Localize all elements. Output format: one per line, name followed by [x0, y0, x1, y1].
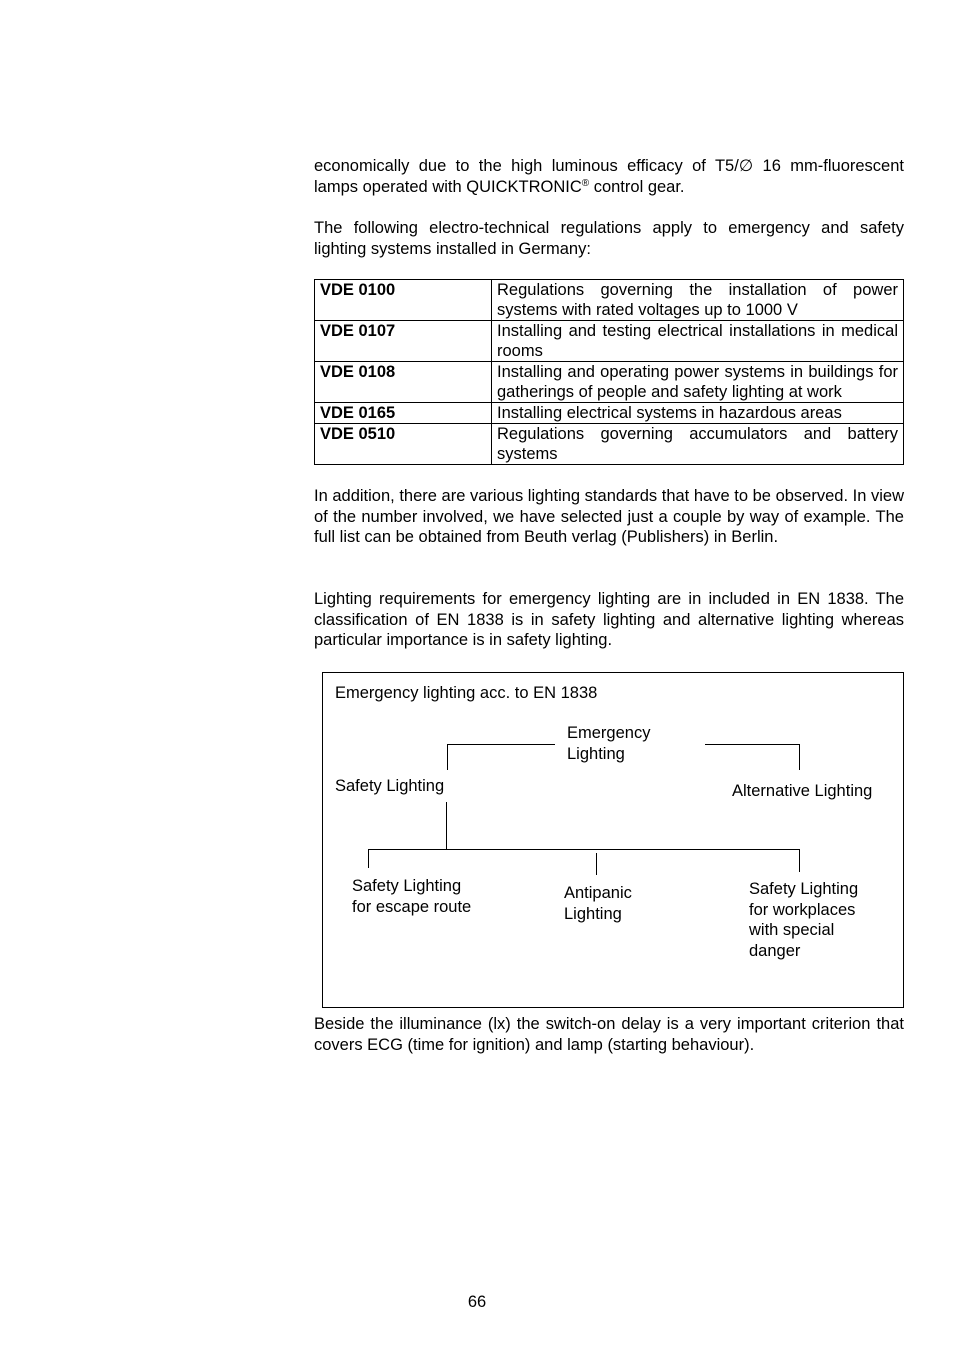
connector-safety-down: [446, 802, 447, 850]
node-antipanic: [564, 883, 632, 924]
regulation-description: Installing and operating power systems in buildings for gatherings of people and safety lighting at work: [492, 362, 904, 403]
paragraph-intro: [314, 156, 904, 197]
regulation-description: Installing electrical systems in hazardous areas: [492, 403, 904, 424]
regulation-code: VDE 0510: [315, 424, 492, 465]
table-row: [315, 362, 904, 403]
node-workplaces-line2: for workplaces: [749, 900, 856, 919]
paragraph-switch-on-delay: Beside the illuminance (lx) the switch-on delay is a very important criterion that covers ECG (time for ignition) and lamp (starting behaviour).: [314, 1015, 904, 1054]
connector-workplace-drop: [799, 849, 800, 872]
diagram-title: Emergency lighting acc. to EN 1838: [335, 684, 598, 702]
connector-children-bar: [368, 849, 800, 850]
regulation-code: VDE 0107: [315, 321, 492, 362]
node-antipanic-line1: Antipanic: [564, 884, 632, 902]
table-row: [315, 403, 904, 424]
node-escape-route-line1: Safety Lighting: [352, 877, 462, 895]
connector-escape-drop: [368, 849, 369, 868]
regulation-code: VDE 0100: [315, 280, 492, 321]
node-escape-route: [352, 876, 471, 917]
node-antipanic-line2: Lighting: [564, 904, 622, 923]
registered-mark: ®: [581, 177, 590, 189]
node-workplaces-line4: danger: [749, 941, 801, 960]
emergency-lighting-diagram: [322, 672, 904, 1008]
node-workplaces-line3: with special: [749, 921, 835, 939]
connector-antipanic-drop: [596, 853, 597, 875]
node-escape-route-line2: for escape route: [352, 897, 472, 916]
node-emergency-lighting: [567, 723, 650, 764]
node-safety-lighting: Safety Lighting: [335, 777, 445, 795]
table-row: [315, 424, 904, 465]
regulation-description: Regulations governing the installation of power systems with rated voltages up to 1000 V: [492, 280, 904, 321]
table-row: [315, 280, 904, 321]
node-workplaces: [749, 879, 858, 961]
regulation-code: VDE 0108: [315, 362, 492, 403]
connector-alternative-drop: [799, 744, 800, 770]
node-emergency-lighting-line2: Lighting: [567, 744, 625, 763]
regulations-table: [314, 279, 904, 465]
regulation-code: VDE 0165: [315, 403, 492, 424]
connector-root-right: [705, 744, 800, 745]
regulation-description: Installing and testing electrical installations in medical rooms: [492, 321, 904, 362]
node-workplaces-line1: Safety Lighting: [749, 880, 859, 898]
paragraph-standards: In addition, there are various lighting standards that have to be observed. In view of the number involved, we have selected just a couple by way of example. The full list can be obtained from Beuth verlag (Publishers) in Berlin.: [314, 487, 904, 546]
paragraph-intro-text: economically due to the high luminous efficacy of T5/∅ 16 mm-fluorescent lamps operated with QUICKTRONIC: [314, 157, 904, 196]
node-alternative-lighting: Alternative Lighting: [732, 782, 873, 800]
regulation-description: Regulations governing accumulators and battery systems: [492, 424, 904, 465]
node-emergency-lighting-line1: Emergency: [567, 724, 651, 742]
connector-root-left: [447, 744, 555, 745]
table-row: [315, 321, 904, 362]
paragraph-intro-tail: control gear.: [589, 177, 685, 196]
paragraph-regulations-intro: The following electro-technical regulations apply to emergency and safety lighting systems installed in Germany:: [314, 219, 904, 258]
connector-safety-drop: [447, 744, 448, 770]
page-number: 66: [467, 1293, 487, 1311]
paragraph-en1838: Lighting requirements for emergency lighting are in included in EN 1838. The classification of EN 1838 is in safety lighting and alternative lighting whereas particular importance is in safety lighting.: [314, 590, 904, 649]
